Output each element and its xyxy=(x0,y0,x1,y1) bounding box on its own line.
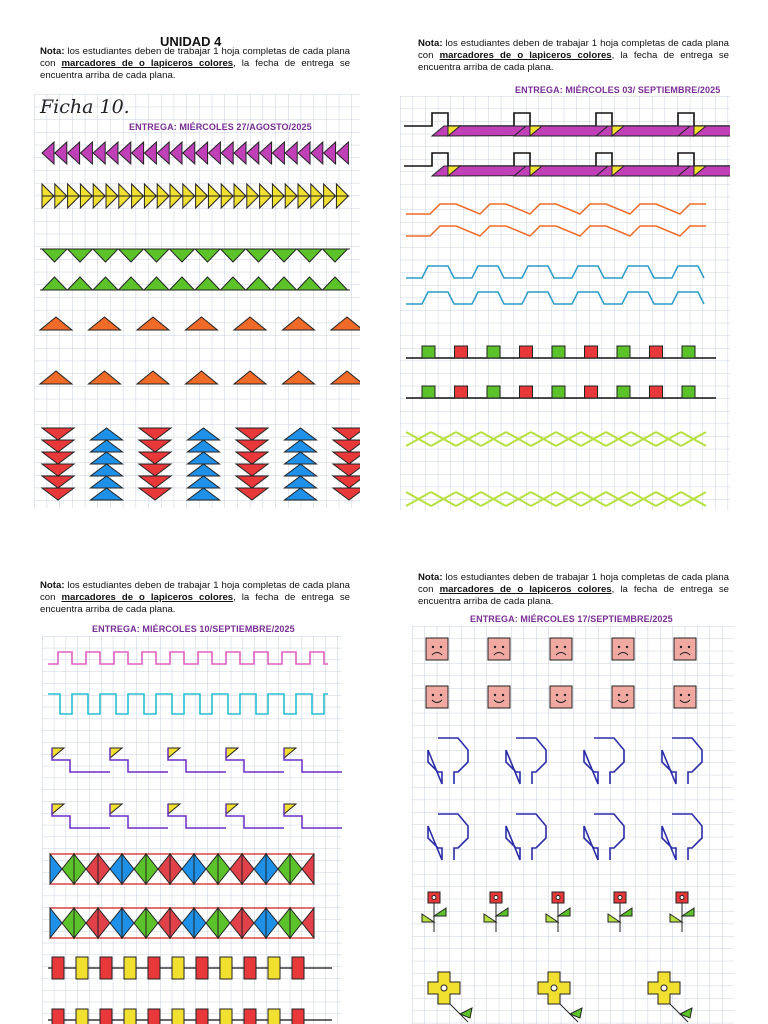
color-square xyxy=(520,346,533,358)
note-text xyxy=(40,46,350,83)
face-eye xyxy=(618,646,620,648)
entrega-date-2: ENTREGA: MIÉRCOLES 03/ SEPTIEMBRE/2025 xyxy=(515,85,721,95)
note-text-2 xyxy=(418,38,729,75)
color-square xyxy=(520,386,533,398)
handwritten-ficha: Ficha 10. xyxy=(40,96,130,118)
face-eye xyxy=(688,646,690,648)
color-block xyxy=(196,957,208,979)
face-eye xyxy=(680,694,682,696)
color-block xyxy=(100,1009,112,1024)
note-label: Nota: xyxy=(40,46,65,57)
entrega-date-1: ENTREGA: MIÉRCOLES 27/AGOSTO/2025 xyxy=(129,122,312,132)
color-square xyxy=(422,386,435,398)
face-eye xyxy=(502,646,504,648)
color-square xyxy=(552,346,565,358)
color-block xyxy=(172,1009,184,1024)
color-square xyxy=(682,386,695,398)
color-block xyxy=(52,957,64,979)
unit-title: UNIDAD 4 xyxy=(160,34,222,49)
note-part1-2: los estudiantes deben de trabajar 1 hoja completas de cada plana con xyxy=(418,38,729,62)
color-square xyxy=(422,346,435,358)
face-eye xyxy=(494,694,496,696)
face-eye xyxy=(440,694,442,696)
flower-center xyxy=(494,896,498,900)
cross-flower-center xyxy=(551,985,557,991)
worksheet-3 xyxy=(42,636,342,1024)
cross-flower-center xyxy=(441,985,447,991)
color-square xyxy=(617,386,630,398)
entrega-date-3: ENTREGA: MIÉRCOLES 10/SEPTIEMBRE/2025 xyxy=(92,624,295,634)
worksheet-2-drawing xyxy=(400,96,730,510)
color-block xyxy=(292,1009,304,1024)
color-block xyxy=(220,1009,232,1024)
face-square xyxy=(612,638,634,660)
face-eye xyxy=(564,646,566,648)
color-square xyxy=(585,386,598,398)
color-square xyxy=(617,346,630,358)
color-block xyxy=(268,1009,280,1024)
cross-flower-center xyxy=(661,985,667,991)
color-square xyxy=(455,386,468,398)
color-block xyxy=(268,957,280,979)
face-square xyxy=(488,638,510,660)
color-square xyxy=(455,346,468,358)
note-label-2: Nota: xyxy=(418,38,443,49)
color-block xyxy=(52,1009,64,1024)
note-emphasis: marcadores de o lapiceros colores xyxy=(61,58,234,70)
color-block xyxy=(244,957,256,979)
flower-center xyxy=(432,896,436,900)
face-square xyxy=(674,638,696,660)
note-emphasis-3: marcadores de o lapiceros colores xyxy=(61,592,234,604)
color-block xyxy=(244,1009,256,1024)
note-part2-4: , la fecha de entrega se encuentra arriba de cada plana. xyxy=(418,584,729,608)
face-eye xyxy=(626,694,628,696)
note-part2: , la fecha de entrega se encuentra arriba de cada plana. xyxy=(40,58,350,82)
face-eye xyxy=(502,694,504,696)
note-part1: los estudiantes deben de trabajar 1 hoja completas de cada plana con xyxy=(40,46,350,70)
color-block xyxy=(220,957,232,979)
note-text-4 xyxy=(418,572,729,609)
color-block xyxy=(148,1009,160,1024)
color-square xyxy=(487,386,500,398)
color-block xyxy=(196,1009,208,1024)
color-block xyxy=(76,1009,88,1024)
color-square xyxy=(650,346,663,358)
note-part1-4: los estudiantes deben de trabajar 1 hoja completas de cada plana con xyxy=(418,572,729,596)
note-part2-3: , la fecha de entrega se encuentra arriba de cada plana. xyxy=(40,592,350,616)
worksheet-4-drawing xyxy=(412,626,734,1024)
face-eye xyxy=(440,646,442,648)
worksheet-1 xyxy=(34,94,360,508)
note-emphasis-4: marcadores de o lapiceros colores xyxy=(439,584,612,596)
color-block xyxy=(124,1009,136,1024)
face-square xyxy=(488,686,510,708)
face-eye xyxy=(680,646,682,648)
face-square xyxy=(426,686,448,708)
color-square xyxy=(552,386,565,398)
color-block xyxy=(172,957,184,979)
worksheet-1-drawing xyxy=(34,94,360,508)
color-square xyxy=(487,346,500,358)
face-square xyxy=(426,638,448,660)
flower-center xyxy=(556,896,560,900)
flower-center xyxy=(680,896,684,900)
face-eye xyxy=(564,694,566,696)
entrega-date-4: ENTREGA: MIÉRCOLES 17/SEPTIEMBRE/2025 xyxy=(470,614,673,624)
face-eye xyxy=(556,694,558,696)
color-block xyxy=(292,957,304,979)
note-part1-3: los estudiantes deben de trabajar 1 hoja completas de cada plana con xyxy=(40,580,350,604)
note-text-3 xyxy=(40,580,350,617)
face-eye xyxy=(618,694,620,696)
flower-center xyxy=(618,896,622,900)
worksheet-3-drawing xyxy=(42,636,342,1024)
note-label-3: Nota: xyxy=(40,580,65,591)
color-block xyxy=(100,957,112,979)
face-eye xyxy=(626,646,628,648)
note-part2-2: , la fecha de entrega se encuentra arriba de cada plana. xyxy=(418,50,729,74)
face-square xyxy=(674,686,696,708)
worksheet-4 xyxy=(412,626,734,1024)
face-square xyxy=(612,686,634,708)
color-block xyxy=(148,957,160,979)
face-eye xyxy=(556,646,558,648)
face-eye xyxy=(494,646,496,648)
face-eye xyxy=(432,646,434,648)
color-block xyxy=(76,957,88,979)
color-block xyxy=(124,957,136,979)
face-square xyxy=(550,638,572,660)
color-square xyxy=(682,346,695,358)
color-square xyxy=(585,346,598,358)
face-eye xyxy=(432,694,434,696)
note-emphasis-2: marcadores de o lapiceros colores xyxy=(439,50,612,62)
face-eye xyxy=(688,694,690,696)
color-square xyxy=(650,386,663,398)
note-label-4: Nota: xyxy=(418,572,443,583)
face-square xyxy=(550,686,572,708)
worksheet-2 xyxy=(400,96,730,510)
